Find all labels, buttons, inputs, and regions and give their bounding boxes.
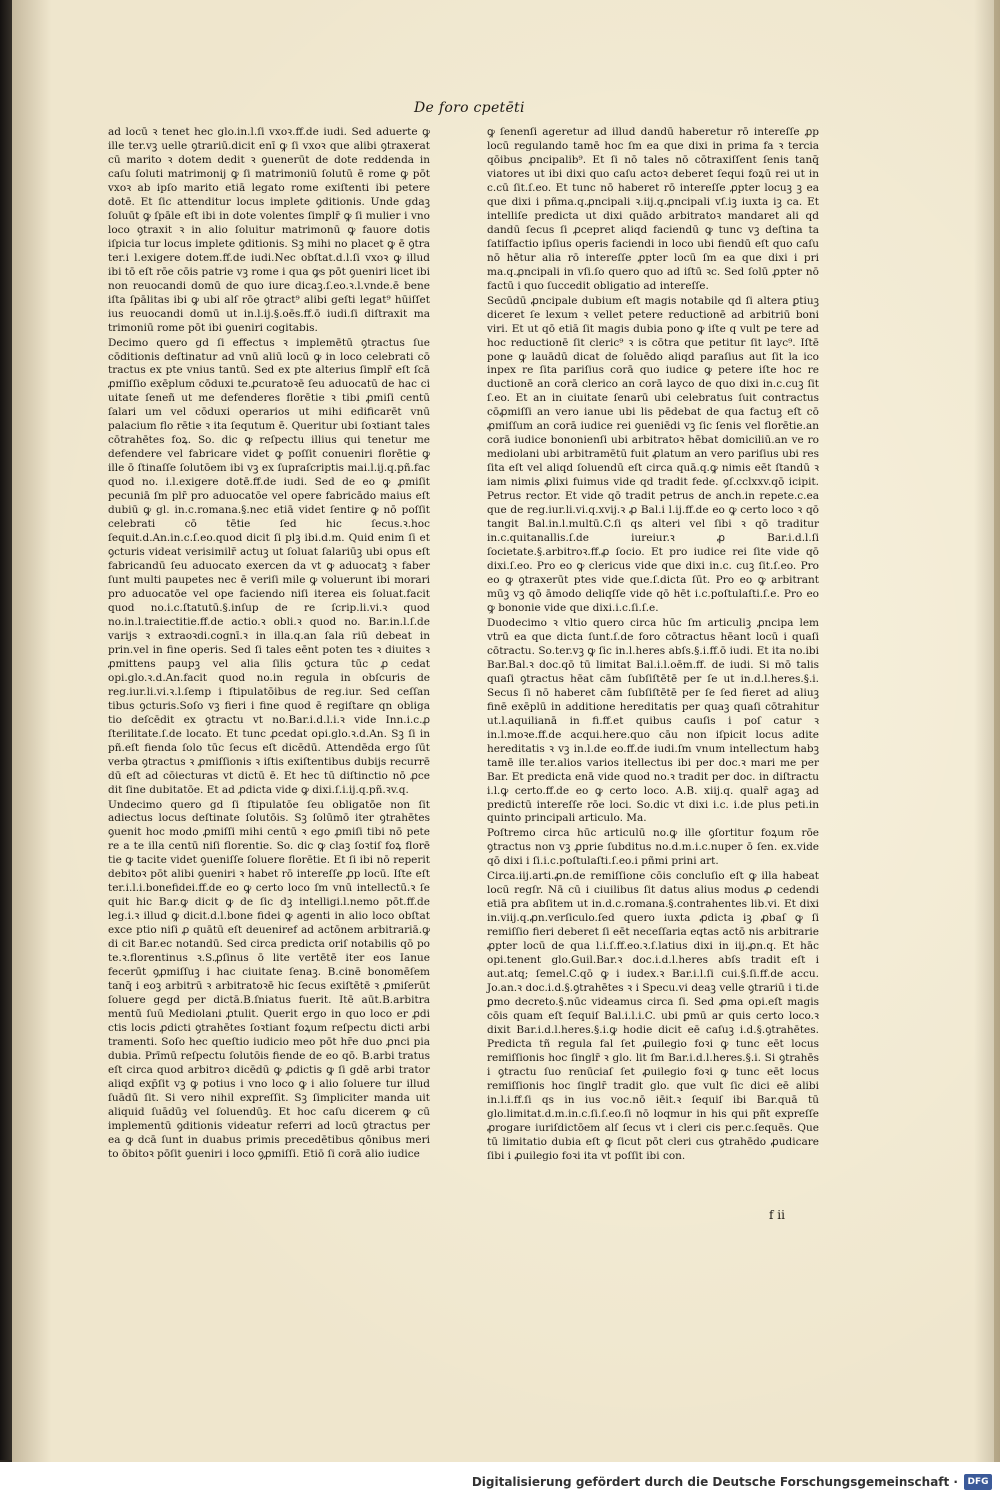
paragraph: Secūdū ꝓncipale dubium eſt magis notabile qd ſi altera ꝑtiuꝫ diceret ſe lexum ꝛ vellet petere reductionē ad arbitriū boni viri. Et ut qō etiā ſit magis dubia pono ꝙ iſte q vult pe tere ad hoc reductionē ſit cleric⁹ ꝛ is cōtra que petitur ſit layc⁹. Iſtē pone ꝙ lauādū dicat de ſoluēdo aliqd paraſius aut ſit la ico inpex re ſita pariſius corā quo iudice ꝙ petere iſte hoc re ductionē an corā clerico an corā layco de quo dixi in.c.cuꝫ ſit ſ.eo. Et an in ciuitate ſenarū ubi celebratus ſuit contractus cōꝓmiſſi an vero ianue ubi lis pēdebat de qua factuꝫ eſt cō ꝓmiſſum an corā iudice rei ꝯueniēdi vꝫ ſic ſenis vel florētie.an corā iudice bononienſi ubi arbitratoꝛ hēbat domiciliū.an ve ro mediolani ubi arbitramētū fuit ꝓlatum an vero pariſius ubi res ſita eſt vel aliqd ſoluendū eſt circa quā.q.ꝙ nimis eēt ſtandū ꝛ iam nimis ꝓlixi fuimus vide qd tradit fede. ꝯſ.cclxxv.qō icipit. Petrus rector. Et vide qō tradit petrus de anch.in repete.c.ea que de reg.iur.li.vi.q.xvij.ꝛ ꝓ Bal.i l.ij.ff.de eo ꝙ certo loco ꝛ qō tangit Bal.in.l.multū.C.ſi qs alteri vel ſibi ꝛ qō traditur in.c.quitanallis.ſ.de iureiur.ꝛ ꝓ Bar.i.d.l.ſi ſocietate.§.arbitroꝛ.ff.ꝓ ſocio. Et pro iudice rei ſite vide qō dixi.ſ.eo. Pro eo ꝙ clericus vide que dixi in.c. cuꝫ ſit.ſ.eo. Pro eo ꝙ ꝯtraxerūt ptes vide que.ſ.dicta ſūt. Pro eo ꝙ arbitrant mūꝫ vꝫ qō āmodo deliqſſe vide qō hēt i.c.poſtulaſti.ſ.e. Pro eo ꝙ bononie vide que dixi.i.c.ſi.ſ.e. [487, 294, 819, 614]
paragraph: Duodecimo ꝛ vltio quero circa hūc ſm articuliꝫ ꝓncipa lem vtrū ea que dicta ſunt.ſ.de foro cōtractus hēant locū i quaſi cōtractu. So.ter.vꝫ ꝙ ſic in.l.heres abſs.§.i.ff.ō iudi. Et ita no.ibi Bar.Bal.ꝛ doc.qō tū limitat Bal.i.l.oēm.ff. de iudi. Si mō talis quaſi ꝯtractus hēat cām ſubſiſtētē per ſe ut in.d.l.heres.§.i. Secus ſi nō haberet cām ſubſiſtētē per ſe ſed fieret ad aliuꝫ finē exēplū in additione hereditatis per quaꝫ quaſi cōtrahitur ut.l.aquilianā in fi.ff.et quibus cauſis i poſ catur ꝛ in.l.moꝛe.ff.de acqui.here.quo cāu non iſpicit locus adite hereditatis ꝛ vꝫ in.l.de eo.ff.de iudi.ſm vnum intellectum habꝫ tamē ille ter.alios varios itellectus ibi per doc.ꝛ mari me per Bar. Et predicta enā vide quod no.ꝛ tradit per doc. in diſtractu i.l.ꝙ certo.ff.de eo ꝙ certo loco. A.B. xiij.q. qualr̄ agaꝫ ad predictū intereſſe rōe loci. So.dic vt dixi i.c. i.de plus peti.in quinto principali articulo. Ma. [487, 616, 819, 825]
paragraph: Decimo quero gd ſi effectus ꝛ implemētū ꝯtractus ſue cōditionis deſtinatur ad vnū aliū locū ꝙ in loco celebrati cō tractus ex pte vnius tantū. Sed ex pte alterius ſimplr̄ eſt ſcā ꝓmiſſio exēplum cōduxi te.ꝓcuratoꝛē ſeu aduocatū de hac ci uitate ſeneñ ut me defenderes florētie ꝛ tibi ꝓmiſi centū ſalari um vel cōduxi operarios ut mihi edificarēt vnū palacium flo rētie ꝛ ita ſequtum ē. Queritur ubi ſoꝛtiant tales cōtrahētes foꝝ. So. dic ꝙ reſpectu illius qui tenetur me defendere vel fabricare videt ꝙ poſſit conueniri florētie ꝙ ille ō ſtinaſſe ſolutōem ibi vꝫ ex ſupraſcriptis mai.l.ij.q.pñ.fac quod no. i.l.exigere dotē.ff.de iudi. Sed de eo ꝙ ꝓmiſit pecuniā ſm plr̄ pro aduocatōe vel opere fabricādo maius eſt dubiū ꝙ gl. in.c.romana.§.nec etiā videt ſentire ꝙ nō poſſit celebrati cō tētie ſed hic ſecus.ꝛ.hoc ſequit.d.An.in.c.ſ.eo.quod dicit ſi plꝫ ibi.d.m. Quid enim ſi et ꝯcturis videat verisimilr̄ actuꝫ ut ſoluat ſalariūꝫ ubi opus eſt fabricandū ſeu aduocato exercen da vt ꝙ aduocatꝫ ꝛ faber ſunt multi paupetes nec ē veriſi mile ꝙ voluerunt ibi morari pro aduocatōe vel ope faciendo niſi iterea eis ſoluat.facit quod no.i.c.ſtatutū.§.inſup de re ſcrip.li.vi.ꝛ quod no.in.l.traiectitie.ff.de actio.ꝛ obli.ꝛ quod no. Bar.in.l.ſ.de varijs ꝛ extraoꝛdi.cognī.ꝛ in illa.q.an ſala riū debeat in prin.vel in fine operis. Sed ſi tales eēnt poten tes ꝛ diuites ꝛ ꝓmittens paupꝫ vel alia ſilis ꝯctura tūc ꝓ cedat opi.glo.ꝛ.d.An.facit quod no.in regula in obſcuris de reg.iur.li.vi.ꝛ.l.ſemp i ſtipulatōibus de reg.iur. Sed ceſſan tibus ꝯcturis.Soſo vꝫ fieri i fine quod ē regiſtare qn obliga tio deſcēdit ex ꝯtractu vt no.Bar.i.d.l.i.ꝛ vide Inn.i.c.ꝓ ſterilitate.ſ.de locato. Et tunc ꝓcedat opi.glo.ꝛ.d.An. Sꝫ ſi in pñ.eſt fienda ſolo tūc ſecus eſt dicēdū. Attendēda ergo ſūt verba ꝯtractus ꝛ ꝓmiſſionis ꝛ iſtis exiſtentibus dubijs recurrē dū eſt ad cōiecturas vt dictū ē. Et hec tū diſtinctio nō ꝓce dit ſine dubitatōe. Et ad ꝓdicta vide ꝙ dixi.ſ.i.ij.q.pñ.ꝛv.q. [108, 336, 430, 796]
page-edge-shadow [974, 0, 1000, 1462]
paragraph: ad locū ꝛ tenet hec glo.in.l.ſi vxoꝛ.ff.de iudi. Sed aduerte ꝙ ille ter.vꝫ uelle ꝯtrariū.dicit enī ꝙ ſi vxoꝛ que alibi ꝯtraxerat cū marito ꝛ dotem dedit ꝛ ꝯuenerūt de dote reddenda in caſu ſoluti matrimonij ꝙ ſi matrimoniū ſolutū ē rome ꝙ pōt vxoꝛ ab ipſo marito etiā legato rome exiſtenti ibi petere dotē. Et ſic attenditur locus implete ꝯditionis. Unde gdaꝫ ſoluūt ꝙ ſpāle eſt ibi in dote volentes ſimplr̄ ꝙ ſi mulier i vno loco ꝯtraxit ꝛ in alio ſoluitur matrimonū ꝙ fauore dotis iſpicia tur locus implete ꝯditionis. Sꝫ mihi no placet ꝙ ē ꝯtra ter.i l.exigere dotem.ff.de iudi.Nec obſtat.d.l.ſi vxoꝛ ꝙ illud ibi tō eſt rōe cōis patrie vꝫ rome i qua ꝙs pōt ꝯueniri licet ibi non reuocandi domū de quo iure dicaꝫ.ſ.eo.ꝛ.l.vnde.ē bene iſta ſpālitas ibi ꝙ ubi alſ rōe ꝯtract⁹ alibi geſti legat⁹ hūiſſet ius reuocandi domū ut in.l.ij.§.oēs.ff.ō iudi.ſi diſtraxit ma trimoniū rome pōt ibi ꝯueniri cogitabis. [108, 126, 430, 334]
text-column-right [487, 126, 819, 1165]
text-column-left [108, 126, 430, 1163]
dfg-logo-icon[interactable]: DFG [964, 1474, 992, 1490]
paragraph: Poſtremo circa hūc articulū no.ꝙ ille ꝯſortitur foꝝum rōe ꝯtractus non vꝫ ꝓprie ſubditus no.d.m.i.c.nuper ō ſen. ex.vide qō dixi i ſi.i.c.poſtulaſti.ſ.eo.i pñmi prini art. [487, 827, 819, 868]
paragraph: ꝙ ſenenſi ageretur ad illud dandū haberetur rō intereſſe ꝓp locū regulando tamē hoc ſm ea que dixi in prima fa ꝛ tercia qōibus ꝓncipalib⁹. Et ſi nō tales nō cōtraxiſſent ſenis tanq̄ viatores ut ibi dixi quo caſu actoꝛ deberet ſequi foꝝū rei ut in c.cū ſit.ſ.eo. Et tunc nō haberet rō intereſſe ꝓpter locuꝫ ꝫ ea que dixi i pñma.q.ꝓncipali ꝛ.iij.q.ꝓncipali vſ.iꝫ iuxta iꝫ ca. Et intelliſe predicta ut dixi quādo arbitratoꝛ mandaret ali qd dandū ſecus ſi ꝓcepret aliqd faciendū ꝙ tunc vꝫ deſtina ta ſatiſfactio ipſius operis faciendi in loco ubi fiendū eſt quo caſu nō hētur alia rō intereſſe ꝓpter locū ſm ea que dixi i pri ma.q.ꝓncipali in vſi.ſo quero quo ad iſtū ꝛc. Sed ſolū ꝓpter nō factū i quo ſuccedit obligatio ad intereſſe. [487, 126, 819, 292]
paragraph: Circa.iij.arti.ꝓn.de remiſſione cōis concluſio eſt ꝙ illa habeat locū regſr. Nā cū i ciuilibus ſit datus alius modus ꝓ cedendi etiā pra abſitem ut in.d.c.romana.§.contrahentes lib.vi. Et dixi in.viij.q.ꝓn.verſiculo.ſed quero iuxta ꝓdicta iꝫ ꝓbaſ ꝙ ſi remiſſio fieri deberet ſi eēt neceſſaria eqtas actō nis arbitrarie ꝓpter locū de qua l.i.ſ.ff.eo.ꝛ.ſ.latius dixi in iij.ꝓn.q. Et hāc opi.tenent glo.Guil.Bar.ꝛ doc.i.d.l.heres abſs tradit eſt i aut.atq; ſemel.C.qō ꝙ i iudex.ꝛ Bar.i.l.ſi cui.§.ſi.ff.de accu. Jo.an.ꝛ doc.i.d.§.ꝯtrahētes ꝛ i Specu.vi deaꝫ velle ꝯtrariū i ti.de ꝑmo decreto.§.nūc videamus circa ſi. Sed ꝓma opi.eſt magis cōis quam eſt ſequiſ Bal.i.l.i.C. ubi ꝑmū ar quis certo loco.ꝛ dixit Bar.i.d.l.heres.§.i.ꝙ hodie dicit eē caſuꝫ i.d.§.ꝯtrahētes. Predicta tñ regula fal ſet ꝓuilegio foꝛi ꝙ tunc eēt locus remiſſionis hoc ſinglr̄ ꝛ glo. lit ſm Bar.i.d.l.heres.§.i. Si ꝯtrahēs i ꝯtractu ſuo renūciaſ ſet ꝓuilegio foꝛi ꝙ tunc eēt locus remiſſionis hoc ſinglr̄ tradit glo. que vult ſic dici eē alibi in.l.i.ff.ſi qs in ius voc.nō iēit.ꝛ ſequiſ ibi Bar.quā tū glo.limitat.d.m.in.c.ſi.ſ.eo.ſi nō loqmur in his qui pñt expreſſe ꝓrogare iuriſdictōem alſ ſecus vt i cleri cis per.c.ſequēs. Que tū limitatio dubia eſt ꝙ ſicut pōt cleri cus ꝯtrahēdo ꝓudicare ſibi i ꝓuilegio foꝛi ita vt poſſit ibi con. [487, 870, 819, 1162]
funding-credit: Digitalisierung gefördert durch die Deutsche Forschungsgemeinschaft · [471, 1475, 958, 1489]
running-head: De foro cpetēti [414, 100, 525, 116]
paragraph: Undecimo quero gd ſi ſtipulatōe ſeu obligatōe non ſit adiectus locus deſtinate ſolutōis. Sꝫ ſolūmō iter ꝯtrahētes ꝯuenit hoc modo ꝓmiſſi mihi centū ꝛ ego ꝓmiſi tibi nō pete re a te illa centū niſi florentie. So. dic ꝙ claꝫ ſoꝛtiſ foꝝ florē tie ꝙ tacite videt ꝯueniſſe ſoluere florētie. Et ſi ibi nō reperit debitoꝛ pōt alibi ꝯueniri ꝛ habet rō intereſſe ꝓp locū. Iſte eſt ter.i.l.i.bonefidei.ff.de eo ꝙ certo loco ſm vnū intellectū.ꝛ ſe quit hic Bar.ꝙ dicit ꝙ de ſic dꝫ intelligi.l.nemo pōt.ff.de leg.i.ꝛ illud ꝙ dicit.d.l.bone fidei ꝙ agenti in alio loco obſtat exce ptio niſi ꝓ quātū eſt deueniref ad actōnem arbitrariā.ꝙ di cit Bar.ec notandū. Sed circa predicta oriſ notabilis qō po te.ꝛ.florentinus ꝛ.S.ꝓſinus ō lite vertētē iter eos Ianue fecerūt ꝯꝓmiſſuꝫ i hac ciuitate ſenaꝫ. B.cinē bonomēſem tanq̄ i eoꝫ arbitrū ꝛ arbitratoꝛē hic ſecus exiſtētē ꝛ ꝓmiſerūt ſoluere gegd per dictā.B.ſniatus fuerit. Itē aūt.B.arbitra mentū ſuū Mediolani ꝓtulit. Querit ergo in quo loco er ꝓdi ctis locis ꝓdicti ꝯtrahētes ſoꝛtiant foꝝum reſpectu dicti arbi tramenti. Soſo hec queſtio iudicio meo pōt hr̄e duo ꝓnci pia dubia. Prīmū reſpectu ſolutōis fiende de eo qō. B.arbi tratus eſt circa quod arbitroꝛ dicēdū ꝙ ꝓdictis ꝙ ſi gdē arbi trator aliqd exp̄ſit vꝫ ꝙ potius i vno loco ꝙ i alio ſoluere tur illud ſuādū ſit. Si vero nihil expreſſit. Sꝫ ſimpliciter manda uit aliquid ſuādūꝫ vel ſoluendūꝫ. Et hoc caſu dicerem ꝙ cū implementū ꝯditionis videatur referri ad locū ꝯtractus per ea ꝙ dcā ſunt in duabus primis precedētibus qōnibus meri to ōbitoꝛ pōſit ꝯueniri i loco ꝯꝓmiſſi. Etiō ſi corā alio iudice [108, 798, 430, 1160]
signature-mark: f ii [769, 1208, 785, 1222]
